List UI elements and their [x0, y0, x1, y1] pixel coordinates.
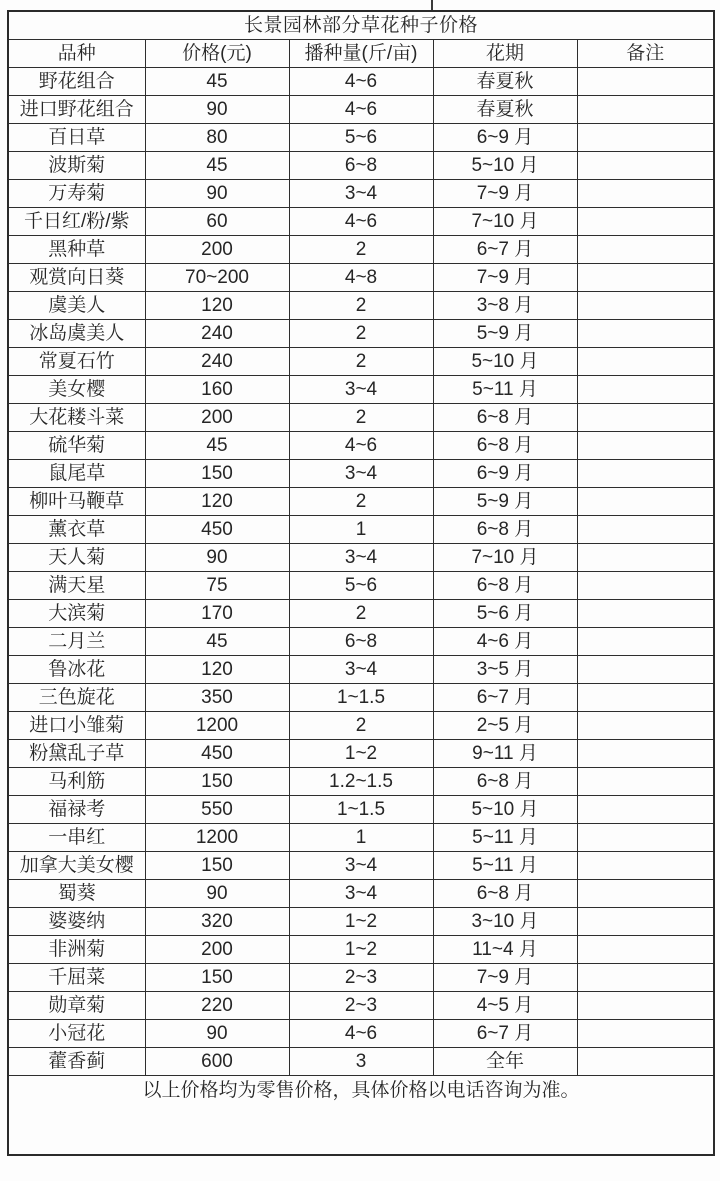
period-cell: 春夏秋: [433, 68, 577, 96]
sowing-cell: 2~3: [289, 964, 433, 992]
price-cell: 1200: [145, 712, 289, 740]
sowing-cell: 4~6: [289, 432, 433, 460]
period-cell: 5~10 月: [433, 152, 577, 180]
column-header-3: 花期: [433, 40, 577, 68]
note-cell: [577, 96, 714, 124]
note-cell: [577, 852, 714, 880]
sowing-cell: 3~4: [289, 180, 433, 208]
period-cell: 2~5 月: [433, 712, 577, 740]
period-cell: 7~9 月: [433, 964, 577, 992]
price-cell: 120: [145, 656, 289, 684]
sowing-cell: 4~6: [289, 1020, 433, 1048]
note-cell: [577, 936, 714, 964]
period-cell: 5~11 月: [433, 852, 577, 880]
price-cell: 450: [145, 740, 289, 768]
variety-cell: 婆婆纳: [8, 908, 145, 936]
table-header-row: [8, 40, 714, 68]
table-row: [8, 908, 714, 936]
period-cell: 4~5 月: [433, 992, 577, 1020]
price-cell: 90: [145, 1020, 289, 1048]
sowing-cell: 2: [289, 712, 433, 740]
price-cell: 220: [145, 992, 289, 1020]
page-title: 长景园林部分草花种子价格: [8, 11, 714, 40]
note-cell: [577, 180, 714, 208]
sowing-cell: 1~1.5: [289, 684, 433, 712]
period-cell: 5~10 月: [433, 348, 577, 376]
note-cell: [577, 908, 714, 936]
sowing-cell: 3~4: [289, 852, 433, 880]
variety-cell: 天人菊: [8, 544, 145, 572]
variety-cell: 观赏向日葵: [8, 264, 145, 292]
variety-cell: 大滨菊: [8, 600, 145, 628]
footer-note: 以上价格均为零售价格，具体价格以电话咨询为准。: [8, 1076, 714, 1156]
table-row: [8, 992, 714, 1020]
sowing-cell: 3~4: [289, 376, 433, 404]
sowing-cell: 6~8: [289, 152, 433, 180]
sowing-cell: 1: [289, 516, 433, 544]
table-row: [8, 740, 714, 768]
variety-cell: 硫华菊: [8, 432, 145, 460]
price-cell: 200: [145, 936, 289, 964]
sowing-cell: 3~4: [289, 880, 433, 908]
period-cell: 7~9 月: [433, 264, 577, 292]
price-cell: 90: [145, 96, 289, 124]
variety-cell: 进口小雏菊: [8, 712, 145, 740]
column-header-4: 备注: [577, 40, 714, 68]
period-cell: 5~11 月: [433, 376, 577, 404]
period-cell: 6~8 月: [433, 432, 577, 460]
period-cell: 7~10 月: [433, 208, 577, 236]
price-cell: 90: [145, 180, 289, 208]
table-row: [8, 460, 714, 488]
variety-cell: 波斯菊: [8, 152, 145, 180]
table-row: [8, 1048, 714, 1076]
note-cell: [577, 740, 714, 768]
variety-cell: 鲁冰花: [8, 656, 145, 684]
period-cell: 6~9 月: [433, 124, 577, 152]
price-cell: 45: [145, 68, 289, 96]
table-footer-row: [8, 1076, 714, 1156]
table-row: [8, 348, 714, 376]
price-cell: 150: [145, 964, 289, 992]
period-cell: 9~11 月: [433, 740, 577, 768]
note-cell: [577, 68, 714, 96]
table-row: [8, 432, 714, 460]
table-row: [8, 628, 714, 656]
note-cell: [577, 628, 714, 656]
note-cell: [577, 264, 714, 292]
note-cell: [577, 796, 714, 824]
sowing-cell: 2: [289, 236, 433, 264]
note-cell: [577, 656, 714, 684]
period-cell: 5~10 月: [433, 796, 577, 824]
variety-cell: 满天星: [8, 572, 145, 600]
price-cell: 170: [145, 600, 289, 628]
sowing-cell: 3~4: [289, 656, 433, 684]
note-cell: [577, 992, 714, 1020]
period-cell: 6~8 月: [433, 768, 577, 796]
variety-cell: 藿香蓟: [8, 1048, 145, 1076]
variety-cell: 万寿菊: [8, 180, 145, 208]
variety-cell: 小冠花: [8, 1020, 145, 1048]
period-cell: 3~8 月: [433, 292, 577, 320]
table-title-row: [8, 11, 714, 40]
variety-cell: 野花组合: [8, 68, 145, 96]
sowing-cell: 4~6: [289, 96, 433, 124]
variety-cell: 虞美人: [8, 292, 145, 320]
price-sheet: [7, 10, 713, 1156]
note-cell: [577, 880, 714, 908]
table-row: [8, 852, 714, 880]
note-cell: [577, 600, 714, 628]
table-row: [8, 824, 714, 852]
price-cell: 350: [145, 684, 289, 712]
note-cell: [577, 292, 714, 320]
table-row: [8, 96, 714, 124]
variety-cell: 粉黛乱子草: [8, 740, 145, 768]
table-row: [8, 68, 714, 96]
price-cell: 200: [145, 236, 289, 264]
note-cell: [577, 208, 714, 236]
variety-cell: 美女樱: [8, 376, 145, 404]
period-cell: 7~9 月: [433, 180, 577, 208]
variety-cell: 马利筋: [8, 768, 145, 796]
price-cell: 80: [145, 124, 289, 152]
price-cell: 120: [145, 292, 289, 320]
price-cell: 150: [145, 460, 289, 488]
sowing-cell: 2: [289, 348, 433, 376]
sowing-cell: 6~8: [289, 628, 433, 656]
price-cell: 60: [145, 208, 289, 236]
price-cell: 1200: [145, 824, 289, 852]
note-cell: [577, 432, 714, 460]
variety-cell: 进口野花组合: [8, 96, 145, 124]
sowing-cell: 2: [289, 600, 433, 628]
note-cell: [577, 768, 714, 796]
table-row: [8, 600, 714, 628]
variety-cell: 蜀葵: [8, 880, 145, 908]
period-cell: 6~8 月: [433, 516, 577, 544]
price-cell: 45: [145, 152, 289, 180]
price-table: [7, 10, 715, 1156]
column-header-1: 价格(元): [145, 40, 289, 68]
price-cell: 160: [145, 376, 289, 404]
sowing-cell: 2: [289, 320, 433, 348]
variety-cell: 千日红/粉/紫: [8, 208, 145, 236]
sowing-cell: 4~6: [289, 208, 433, 236]
variety-cell: 勋章菊: [8, 992, 145, 1020]
price-cell: 600: [145, 1048, 289, 1076]
note-cell: [577, 236, 714, 264]
sowing-cell: 4~6: [289, 68, 433, 96]
table-row: [8, 320, 714, 348]
table-row: [8, 964, 714, 992]
sowing-cell: 1: [289, 824, 433, 852]
price-cell: 450: [145, 516, 289, 544]
variety-cell: 黑种草: [8, 236, 145, 264]
price-cell: 550: [145, 796, 289, 824]
variety-cell: 一串红: [8, 824, 145, 852]
table-row: [8, 376, 714, 404]
period-cell: 6~7 月: [433, 236, 577, 264]
table-row: [8, 1020, 714, 1048]
price-cell: 120: [145, 488, 289, 516]
period-cell: 5~11 月: [433, 824, 577, 852]
period-cell: 6~7 月: [433, 684, 577, 712]
price-cell: 150: [145, 768, 289, 796]
note-cell: [577, 124, 714, 152]
sowing-cell: 2: [289, 488, 433, 516]
table-row: [8, 488, 714, 516]
price-cell: 90: [145, 880, 289, 908]
sowing-cell: 1~2: [289, 908, 433, 936]
variety-cell: 冰岛虞美人: [8, 320, 145, 348]
period-cell: 3~5 月: [433, 656, 577, 684]
price-cell: 70~200: [145, 264, 289, 292]
sowing-cell: 1~2: [289, 936, 433, 964]
period-cell: 5~6 月: [433, 600, 577, 628]
period-cell: 全年: [433, 1048, 577, 1076]
note-cell: [577, 404, 714, 432]
price-cell: 45: [145, 432, 289, 460]
price-cell: 45: [145, 628, 289, 656]
sowing-cell: 2~3: [289, 992, 433, 1020]
table-row: [8, 880, 714, 908]
variety-cell: 鼠尾草: [8, 460, 145, 488]
note-cell: [577, 376, 714, 404]
period-cell: 4~6 月: [433, 628, 577, 656]
period-cell: 5~9 月: [433, 488, 577, 516]
sowing-cell: 1~1.5: [289, 796, 433, 824]
period-cell: 6~8 月: [433, 880, 577, 908]
variety-cell: 千屈菜: [8, 964, 145, 992]
table-row: [8, 208, 714, 236]
sowing-cell: 4~8: [289, 264, 433, 292]
period-cell: 春夏秋: [433, 96, 577, 124]
variety-cell: 福禄考: [8, 796, 145, 824]
table-body: [8, 68, 714, 1076]
variety-cell: 加拿大美女樱: [8, 852, 145, 880]
price-cell: 240: [145, 320, 289, 348]
table-row: [8, 936, 714, 964]
price-cell: 75: [145, 572, 289, 600]
table-row: [8, 656, 714, 684]
sowing-cell: 2: [289, 404, 433, 432]
variety-cell: 薰衣草: [8, 516, 145, 544]
variety-cell: 百日草: [8, 124, 145, 152]
period-cell: 7~10 月: [433, 544, 577, 572]
note-cell: [577, 488, 714, 516]
table-row: [8, 796, 714, 824]
sowing-cell: 2: [289, 292, 433, 320]
note-cell: [577, 684, 714, 712]
variety-cell: 非洲菊: [8, 936, 145, 964]
price-cell: 150: [145, 852, 289, 880]
note-cell: [577, 1048, 714, 1076]
period-cell: 5~9 月: [433, 320, 577, 348]
note-cell: [577, 1020, 714, 1048]
note-cell: [577, 544, 714, 572]
variety-cell: 二月兰: [8, 628, 145, 656]
sowing-cell: 3: [289, 1048, 433, 1076]
table-row: [8, 152, 714, 180]
table-row: [8, 768, 714, 796]
table-row: [8, 712, 714, 740]
variety-cell: 大花耧斗菜: [8, 404, 145, 432]
table-row: [8, 516, 714, 544]
table-row: [8, 404, 714, 432]
note-cell: [577, 320, 714, 348]
price-cell: 200: [145, 404, 289, 432]
note-cell: [577, 712, 714, 740]
table-row: [8, 124, 714, 152]
sowing-cell: 5~6: [289, 124, 433, 152]
note-cell: [577, 152, 714, 180]
note-cell: [577, 572, 714, 600]
variety-cell: 柳叶马鞭草: [8, 488, 145, 516]
price-cell: 320: [145, 908, 289, 936]
sowing-cell: 1~2: [289, 740, 433, 768]
table-row: [8, 292, 714, 320]
price-cell: 240: [145, 348, 289, 376]
table-row: [8, 684, 714, 712]
sowing-cell: 3~4: [289, 460, 433, 488]
sowing-cell: 3~4: [289, 544, 433, 572]
variety-cell: 三色旋花: [8, 684, 145, 712]
sowing-cell: 5~6: [289, 572, 433, 600]
table-row: [8, 264, 714, 292]
sowing-cell: 1.2~1.5: [289, 768, 433, 796]
note-cell: [577, 964, 714, 992]
period-cell: 6~8 月: [433, 404, 577, 432]
note-cell: [577, 348, 714, 376]
column-header-0: 品种: [8, 40, 145, 68]
note-cell: [577, 516, 714, 544]
period-cell: 11~4 月: [433, 936, 577, 964]
note-cell: [577, 824, 714, 852]
table-row: [8, 572, 714, 600]
period-cell: 6~8 月: [433, 572, 577, 600]
table-row: [8, 236, 714, 264]
note-cell: [577, 460, 714, 488]
period-cell: 6~7 月: [433, 1020, 577, 1048]
price-cell: 90: [145, 544, 289, 572]
period-cell: 3~10 月: [433, 908, 577, 936]
table-row: [8, 180, 714, 208]
period-cell: 6~9 月: [433, 460, 577, 488]
variety-cell: 常夏石竹: [8, 348, 145, 376]
column-header-2: 播种量(斤/亩): [289, 40, 433, 68]
table-row: [8, 544, 714, 572]
